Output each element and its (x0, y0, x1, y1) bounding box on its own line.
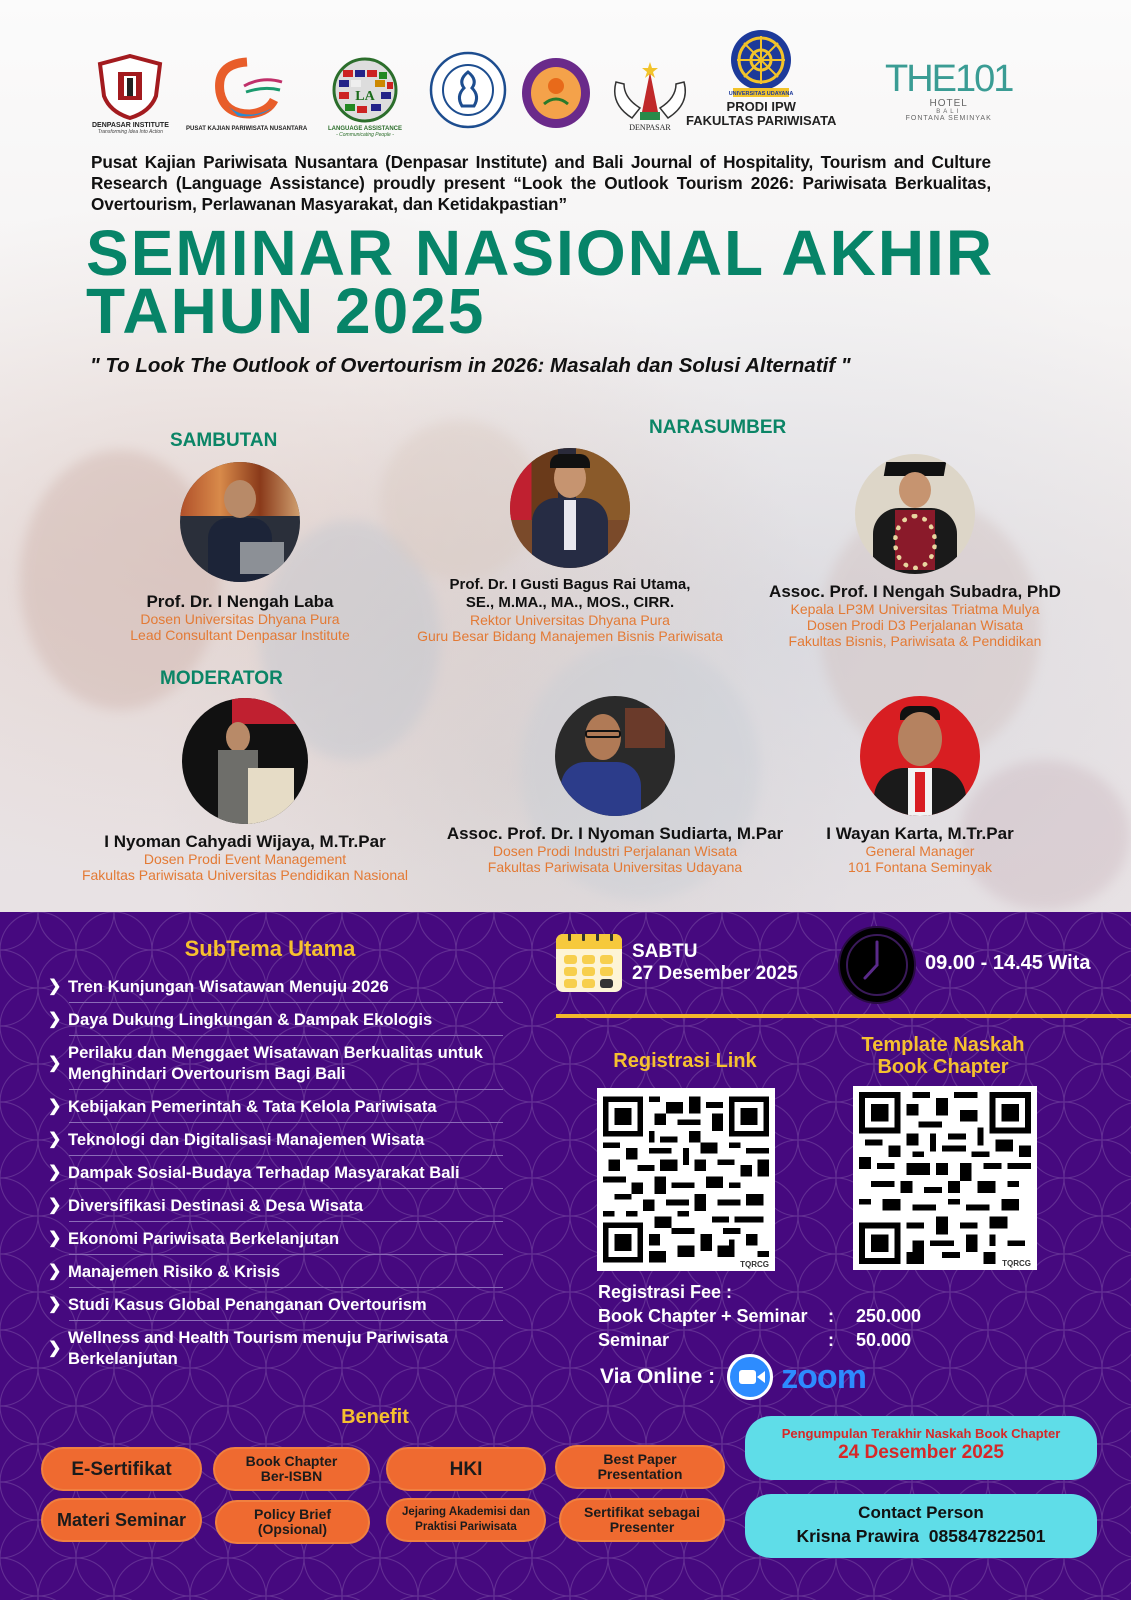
page-title: SEMINAR NASIONAL AKHIR TAHUN 2025 (86, 217, 995, 347)
speaker-card-narasumber-4 (800, 696, 1040, 875)
sambutan-label: SAMBUTAN (170, 430, 278, 451)
registration-qr-code[interactable]: TQRCG (597, 1088, 775, 1271)
calendar-icon (556, 934, 622, 992)
chevron-right-icon: ❯ (48, 1230, 62, 1247)
speaker-name: Prof. Dr. I Nengah Laba (146, 592, 334, 611)
divider (556, 1014, 1131, 1018)
chevron-right-icon: ❯ (48, 1098, 62, 1115)
speaker-role: General Manager (865, 843, 975, 859)
chevron-right-icon: ❯ (48, 1296, 62, 1313)
registration-link-heading: Registrasi Link (613, 1050, 757, 1072)
online-platform: Via Online : zoom (600, 1354, 866, 1400)
logo-denpasar-institute: DENPASAR INSTITUTE Transforming Idea Into Action (92, 54, 169, 135)
chevron-right-icon: ❯ (48, 1263, 62, 1280)
fee-row: Book Chapter + Seminar : 250.000 (598, 1306, 922, 1326)
speaker-name: Prof. Dr. I Gusti Bagus Rai Utama, (449, 576, 691, 593)
moderator-label: MODERATOR (160, 668, 283, 689)
speaker-name: SE., M.MA., MA., MOS., CIRR. (465, 594, 675, 611)
event-time: 09.00 - 14.45 Wita (925, 952, 1091, 974)
subtema-item: ❯ Teknologi dan Digitalisasi Manajemen Wisata (48, 1123, 503, 1156)
clock-icon (838, 926, 916, 1004)
subtema-item: ❯ Daya Dukung Lingkungan & Dampak Ekologis (48, 1003, 503, 1036)
swirl-logo-icon (202, 56, 292, 124)
subtema-heading: SubTema Utama (184, 936, 356, 961)
subtema-item: ❯ Studi Kasus Global Penanganan Overtourism (48, 1288, 503, 1321)
shield-icon (94, 54, 166, 120)
speaker-role: 101 Fontana Seminyak (848, 859, 992, 875)
template-heading: Template Naskah Book Chapter (861, 1034, 1025, 1078)
speaker-name: Assoc. Prof. Dr. I Nyoman Sudiarta, M.Par (446, 824, 784, 843)
speaker-name: Assoc. Prof. I Nengah Subadra, PhD (769, 582, 1061, 601)
partner-logos (88, 28, 1013, 146)
deadline-box: Pengumpulan Terakhir Naskah Book Chapter 24 Desember 2025 (745, 1416, 1097, 1480)
logo-pusat-kajian: PUSAT KAJIAN PARIWISATA NUSANTARA (186, 56, 307, 132)
speaker-card-narasumber-2 (750, 454, 1080, 649)
contact-person-box: Contact Person Krisna Prawira 085847822501 (745, 1494, 1097, 1558)
qr-code-icon (603, 1094, 769, 1265)
intro-text: Pusat Kajian Pariwisata Nusantara (Denpasar Institute) and Bali Journal of Hospitality, Tourism and Culture Research (Language Assistance) proudly present “Look the Outlook Tourism 2026: Pariwisata Berkualitas, Overtourism, Perlawanan Masyarakat, dan Ketidakpastian” (91, 152, 991, 214)
template-qr-code[interactable]: TQRCG (853, 1086, 1037, 1270)
speaker-photo (860, 696, 980, 816)
event-date-text: 27 Desember 2025 (632, 963, 798, 984)
speaker-photo (182, 698, 308, 824)
zoom-camera-icon (727, 1354, 773, 1400)
chevron-right-icon: ❯ (48, 1339, 62, 1357)
speaker-role: Dosen Prodi Event Management (143, 851, 347, 867)
university-seal-icon (520, 56, 592, 130)
narasumber-label: NARASUMBER (649, 417, 787, 438)
speaker-role: Fakultas Pariwisata Universitas Pendidikan Nasional (81, 867, 409, 883)
chevron-right-icon: ❯ (48, 1131, 62, 1148)
speaker-role: Dosen Prodi D3 Perjalanan Wisata (806, 617, 1024, 633)
benefit-pill: Book Chapter Ber-ISBN (213, 1447, 370, 1491)
speaker-card-moderator (50, 698, 440, 883)
benefit-pill: Sertifikat sebagai Presenter (559, 1498, 725, 1542)
contact-name: Krisna Prawira (796, 1526, 920, 1546)
benefit-pill: E-Sertifikat (41, 1447, 202, 1491)
svg-text:DENPASAR: DENPASAR (629, 123, 671, 132)
university-seal-icon (428, 50, 508, 130)
flags-globe-icon (331, 56, 399, 124)
logo-universitas-triatma-mulya (520, 56, 592, 130)
benefit-pill: HKI (386, 1447, 546, 1491)
svg-text:LA: LA (355, 89, 375, 104)
fees-title: Registrasi Fee : (598, 1282, 733, 1302)
event-date (556, 934, 798, 992)
speaker-card-narasumber-3 (430, 696, 800, 875)
speaker-photo (855, 454, 975, 574)
event-day: SABTU (632, 941, 698, 962)
speaker-role: Dosen Universitas Dhyana Pura (140, 611, 340, 627)
subtema-item: ❯ Tren Kunjungan Wisatawan Menuju 2026 (48, 970, 503, 1003)
qr-code-icon (859, 1092, 1031, 1264)
subtema-item: ❯ Diversifikasi Destinasi & Desa Wisata (48, 1189, 503, 1222)
svg-text:UNIVERSITAS UDAYANA: UNIVERSITAS UDAYANA (728, 91, 794, 97)
chevron-right-icon: ❯ (48, 1054, 62, 1072)
speaker-role: Fakultas Pariwisata Universitas Udayana (487, 859, 743, 875)
benefit-pill: Policy Brief (Opsional) (215, 1500, 370, 1544)
logo-undiknas (606, 48, 694, 134)
speaker-card-sambutan (90, 462, 390, 643)
university-seal-icon (727, 28, 795, 98)
chevron-right-icon: ❯ (48, 1164, 62, 1181)
wings-emblem-icon (606, 48, 694, 134)
chevron-right-icon: ❯ (48, 1197, 62, 1214)
subtema-item: ❯ Wellness and Health Tourism menuju Pariwisata Berkelanjutan (48, 1328, 449, 1368)
logo-universitas-dhyana-pura (428, 50, 508, 130)
details-section (0, 912, 1131, 1600)
speaker-card-narasumber-1 (390, 448, 750, 644)
subtema-item: ❯ Dampak Sosial-Budaya Terhadap Masyarakat Bali (48, 1156, 503, 1189)
speaker-role: Dosen Prodi Industri Perjalanan Wisata (492, 843, 738, 859)
registration-fees (598, 1280, 921, 1352)
speaker-role: Fakultas Bisnis, Pariwisata & Pendidikan (788, 633, 1042, 649)
subtema-list (48, 970, 503, 1375)
contact-phone: 085847822501 (928, 1526, 1046, 1546)
speaker-photo (180, 462, 300, 582)
fee-row: Seminar : 50.000 (598, 1330, 912, 1350)
speaker-photo (510, 448, 630, 568)
subtema-item: ❯ Perilaku dan Menggaet Wisatawan Berkualitas untuk Menghindari Overtourism Bagi Bali (48, 1036, 503, 1090)
speaker-name: I Wayan Karta, M.Tr.Par (826, 824, 1014, 843)
subtema-item: ❯ Manajemen Risiko & Krisis (48, 1255, 503, 1288)
subtema-item: ❯ Ekonomi Pariwisata Berkelanjutan (48, 1222, 503, 1255)
logo-universitas-udayana: UNIVERSITAS UDAYANA PRODI IPW FAKULTAS PARIWISATA (686, 28, 836, 128)
chevron-right-icon: ❯ (48, 1011, 62, 1028)
speaker-role: Guru Besar Bidang Manajemen Bisnis Pariwisata (417, 628, 723, 644)
benefit-heading: Benefit (341, 1406, 409, 1428)
speaker-role: Rektor Universitas Dhyana Pura (470, 612, 670, 628)
benefit-pill: Materi Seminar (41, 1498, 202, 1542)
theme-subtitle: " To Look The Outlook of Overtourism in 2026: Masalah dan Solusi Alternatif " (90, 354, 851, 377)
zoom-logo: zoom (781, 1357, 866, 1396)
subtema-item: ❯ Kebijakan Pemerintah & Tata Kelola Pariwisata (48, 1090, 503, 1123)
logo-language-assistance: LA LANGUAGE ASSISTANCE - Communicating People - (328, 56, 402, 138)
chevron-right-icon: ❯ (48, 978, 62, 995)
logo-the101-hotel: THE101 HOTEL BALI FONTANA SEMINYAK (885, 58, 1013, 122)
speaker-role: Kepala LP3M Universitas Triatma Mulya (790, 601, 1040, 617)
benefit-pill: Jejaring Akademisi dan Praktisi Pariwisata (386, 1498, 546, 1542)
benefit-pill: Best Paper Presentation (555, 1445, 725, 1489)
speaker-photo (555, 696, 675, 816)
speaker-role: Lead Consultant Denpasar Institute (130, 627, 350, 643)
speaker-name: I Nyoman Cahyadi Wijaya, M.Tr.Par (104, 832, 386, 851)
